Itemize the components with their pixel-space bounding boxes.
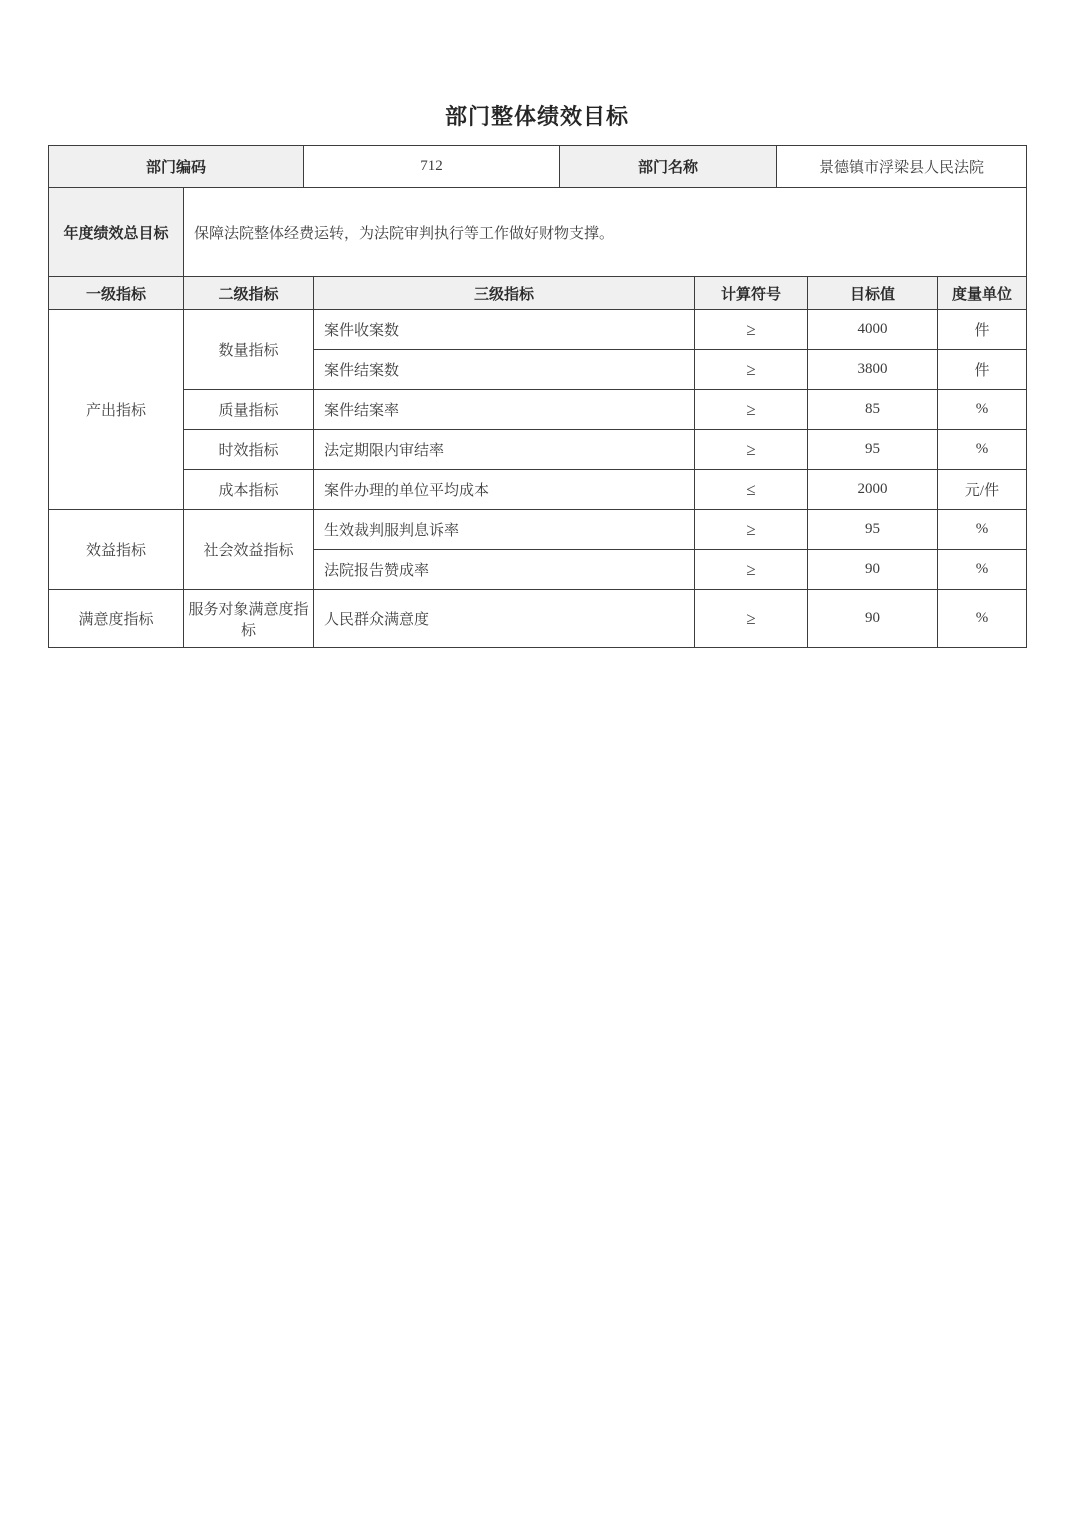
calc-symbol: ≥	[695, 550, 808, 590]
level1-indicator: 满意度指标	[49, 590, 184, 648]
annual-goal-value: 保障法院整体经费运转，为法院审判执行等工作做好财物支撑。	[184, 187, 1027, 277]
header-unit: 度量单位	[938, 277, 1027, 310]
annual-goal-row	[49, 187, 1027, 277]
level3-indicator: 法院报告赞成率	[314, 550, 695, 590]
level1-indicator: 产出指标	[49, 310, 184, 510]
calc-symbol: ≥	[695, 350, 808, 390]
level3-indicator: 人民群众满意度	[314, 590, 695, 648]
calc-symbol: ≥	[695, 510, 808, 550]
unit-value: %	[938, 430, 1027, 470]
table-row	[49, 510, 1027, 550]
indicators-table	[48, 276, 1027, 648]
target-value: 3800	[808, 350, 938, 390]
target-value: 90	[808, 590, 938, 648]
header-target: 目标值	[808, 277, 938, 310]
level3-indicator: 案件收案数	[314, 310, 695, 350]
calc-symbol: ≤	[695, 470, 808, 510]
table-row	[49, 470, 1027, 510]
level3-indicator: 法定期限内审结率	[314, 430, 695, 470]
table-row	[49, 390, 1027, 430]
header-level2: 二级指标	[184, 277, 314, 310]
level2-indicator: 社会效益指标	[184, 510, 314, 590]
level3-indicator: 案件结案率	[314, 390, 695, 430]
table-row	[49, 430, 1027, 470]
header-level3: 三级指标	[314, 277, 695, 310]
level3-indicator: 案件办理的单位平均成本	[314, 470, 695, 510]
dept-info-table	[48, 145, 1027, 188]
level2-indicator: 质量指标	[184, 390, 314, 430]
unit-value: %	[938, 590, 1027, 648]
target-value: 85	[808, 390, 938, 430]
table-row	[49, 590, 1027, 648]
level2-indicator: 数量指标	[184, 310, 314, 390]
dept-name-value: 景德镇市浮梁县人民法院	[777, 146, 1027, 188]
unit-value: %	[938, 550, 1027, 590]
dept-code-value: 712	[304, 146, 560, 188]
indicators-header-row	[49, 277, 1027, 310]
target-value: 2000	[808, 470, 938, 510]
target-value: 95	[808, 430, 938, 470]
level2-indicator: 成本指标	[184, 470, 314, 510]
level2-indicator: 服务对象满意度指标	[184, 590, 314, 648]
calc-symbol: ≥	[695, 310, 808, 350]
annual-goal-label: 年度绩效总目标	[49, 187, 184, 277]
target-value: 90	[808, 550, 938, 590]
header-level1: 一级指标	[49, 277, 184, 310]
unit-value: %	[938, 390, 1027, 430]
target-value: 4000	[808, 310, 938, 350]
annual-goal-table	[48, 187, 1027, 278]
unit-value: %	[938, 510, 1027, 550]
level1-indicator: 效益指标	[49, 510, 184, 590]
calc-symbol: ≥	[695, 390, 808, 430]
unit-value: 件	[938, 310, 1027, 350]
level3-indicator: 案件结案数	[314, 350, 695, 390]
target-value: 95	[808, 510, 938, 550]
level3-indicator: 生效裁判服判息诉率	[314, 510, 695, 550]
document-page	[48, 0, 1026, 648]
dept-info-row	[49, 146, 1027, 188]
dept-name-label: 部门名称	[560, 146, 777, 188]
header-symbol: 计算符号	[695, 277, 808, 310]
page-title: 部门整体绩效目标	[444, 104, 629, 129]
dept-code-label: 部门编码	[49, 146, 304, 188]
unit-value: 元/件	[938, 470, 1027, 510]
calc-symbol: ≥	[695, 590, 808, 648]
unit-value: 件	[938, 350, 1027, 390]
table-row	[49, 310, 1027, 350]
level2-indicator: 时效指标	[184, 430, 314, 470]
calc-symbol: ≥	[695, 430, 808, 470]
